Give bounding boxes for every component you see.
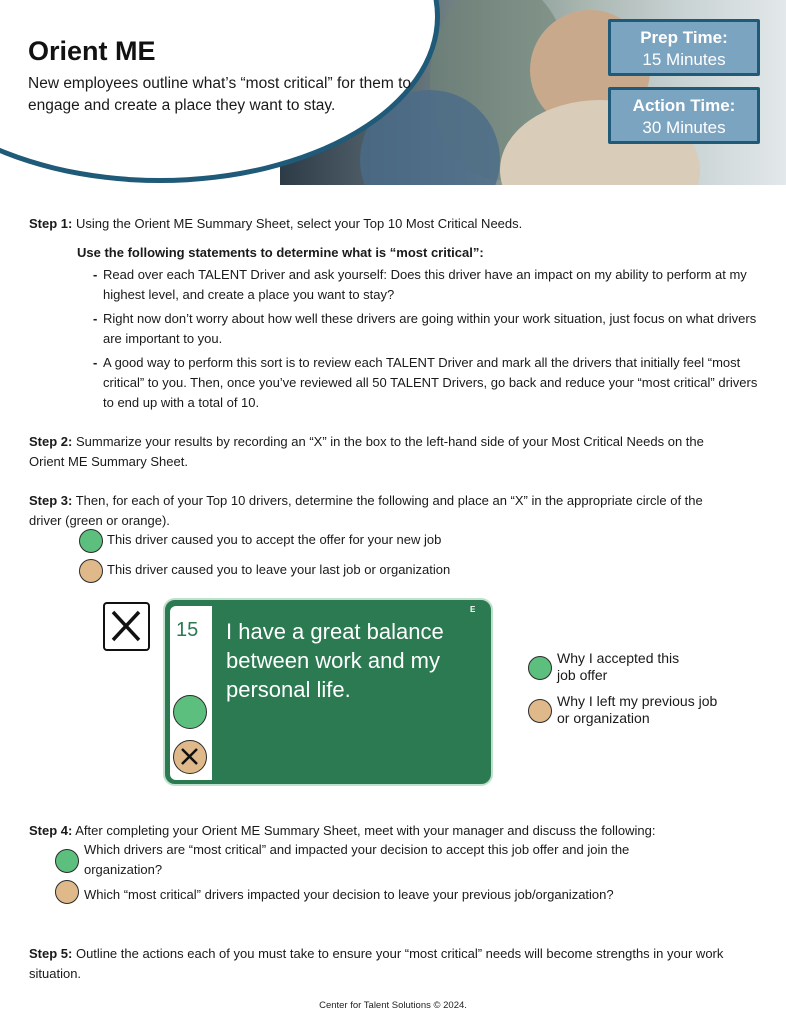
- driver-card-corner: E: [470, 605, 476, 614]
- step-1-bullet: - A good way to perform this sort is to review each TALENT Driver and mark all the drivers that initially feel “most critical” to you. Then, once you’ve reviewed all 50 TALENT Drivers, go back and reduce your “most critical” drivers to end up with a total of 10.: [93, 353, 758, 413]
- bullet-text: Right now don’t worry about how well these drivers are going within your work situation, just focus on what drivers are important to you.: [103, 311, 757, 346]
- bullet-text: Read over each TALENT Driver and ask yourself: Does this driver have an impact on my ability to perform at my highest level, and create a place you want to stay?: [103, 267, 747, 302]
- driver-card-number: 15: [176, 619, 199, 641]
- card-green-circle-icon: [173, 695, 207, 729]
- step-4-tan-item: Which “most critical” drivers impacted your decision to leave your previous job/organization?: [84, 887, 614, 902]
- step-2-text: Summarize your results by recording an “X” in the box to the left-hand side of your Most Critical Needs on the Orient ME Summary Sheet.: [29, 434, 704, 469]
- action-time-value: 30 Minutes: [642, 118, 726, 137]
- prep-time-label: Prep Time:: [640, 28, 728, 47]
- page-title: Orient ME: [28, 36, 156, 66]
- step-5-label: Step 5:: [29, 946, 73, 961]
- legend-tan-text: This driver caused you to leave your last job or organization: [107, 562, 451, 577]
- step-4: [29, 821, 739, 841]
- step-3-label: Step 3:: [29, 493, 73, 508]
- step-2-label: Step 2:: [29, 434, 73, 449]
- driver-card-text: I have a great balance between work and my personal life.: [226, 619, 444, 702]
- green-circle-icon: [79, 529, 103, 553]
- action-time-badge: [608, 87, 760, 144]
- footer: Center for Talent Solutions © 2024.: [319, 1000, 467, 1011]
- step-2: [29, 432, 719, 472]
- step-1-subheading: Use the following statements to determine what is “most critical”:: [77, 245, 484, 260]
- green-circle-icon: [55, 849, 79, 873]
- card-legend-tan: Why I left my previous job or organization: [557, 693, 718, 726]
- step-3: [29, 491, 729, 531]
- step-5-text: Outline the actions each of you must take to ensure your “most critical” needs will become strengths in your work situation.: [29, 946, 724, 981]
- step-1-bullet: - Right now don’t worry about how well these drivers are going within your work situation, just focus on what drivers are important to you.: [93, 309, 758, 349]
- step-1: [29, 214, 739, 234]
- tan-circle-icon: [528, 699, 552, 723]
- step-4-label: Step 4:: [29, 823, 73, 838]
- action-time-label: Action Time:: [632, 96, 736, 115]
- step-1-label: Step 1:: [29, 216, 73, 231]
- step-1-bullet: - Read over each TALENT Driver and ask yourself: Does this driver have an impact on my ability to perform at my highest level, and create a place you want to stay?: [93, 265, 758, 305]
- step-3-text: Then, for each of your Top 10 drivers, determine the following and place an “X” in the appropriate circle of the driver (green or orange).: [29, 493, 703, 528]
- step-4-text: After completing your Orient ME Summary Sheet, meet with your manager and discuss the following:: [75, 823, 656, 838]
- step-4-green-item: Which drivers are “most critical” and impacted your decision to accept this job offer and join the organization?: [84, 842, 630, 877]
- checkbox-x-icon: [103, 602, 150, 651]
- tan-circle-icon: [55, 880, 79, 904]
- bullet-text: A good way to perform this sort is to review each TALENT Driver and mark all the drivers that initially feel “most critical” to you. Then, once you’ve reviewed all 50 TALENT Drivers, go back and reduce your “most critical” drivers to end up with a total of 10.: [103, 355, 758, 410]
- step-5: [29, 944, 729, 984]
- step-1-text: Using the Orient ME Summary Sheet, select your Top 10 Most Critical Needs.: [75, 216, 523, 231]
- green-circle-icon: [528, 656, 552, 680]
- card-legend-green: Why I accepted this job offer: [557, 650, 680, 683]
- legend-green-text: This driver caused you to accept the offer for your new job: [107, 532, 442, 547]
- prep-time-value: 15 Minutes: [642, 50, 726, 69]
- prep-time-badge: [608, 19, 760, 76]
- card-divider: [213, 606, 217, 780]
- page-subtitle: New employees outline what’s “most critical” for them to engage and create a place they want to stay.: [28, 75, 412, 114]
- card-tan-circle-x-icon: [173, 740, 207, 774]
- tan-circle-icon: [79, 559, 103, 583]
